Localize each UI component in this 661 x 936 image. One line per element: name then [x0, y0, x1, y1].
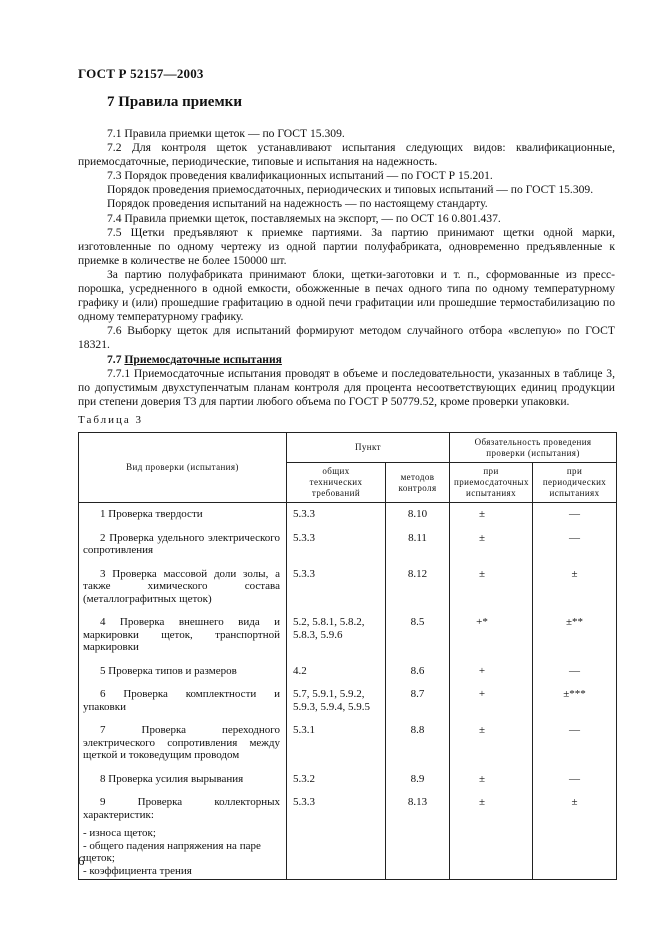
check-number: 9 [100, 796, 106, 808]
header-acceptance-tests: при приемосдаточных испытаниях [450, 463, 533, 503]
check-number: 7 [100, 724, 106, 736]
table-row [79, 791, 617, 827]
check-name-cell [79, 503, 287, 527]
acceptance-cell [450, 611, 533, 660]
periodic-cell-value: ± [571, 796, 578, 808]
check-name-cell [79, 660, 287, 684]
general-requirements-cell-value: 5.7, 5.9.1, 5.9.2, 5.9.3, 5.9.4, 5.9.5 [293, 688, 370, 713]
check-name: Проверка коллекторных характеристик: [83, 796, 280, 821]
header-periodic-tests: при периодических испытаниях [533, 463, 617, 503]
check-name: Проверка массовой доли золы, а также химического состава (металлографитных щеток) [83, 567, 281, 605]
general-requirements-cell [287, 768, 386, 792]
general-requirements-cell-value: 4.2 [293, 664, 307, 677]
body-text [78, 127, 615, 409]
sub-items-cell [79, 827, 287, 879]
acceptance-cell [450, 563, 533, 612]
paragraph-7-3-b: Порядок проведения приемосдаточных, периодических и типовых испытаний — по ГОСТ 15.309. [107, 183, 594, 197]
header-general-requirements: общих технических требований [287, 463, 386, 503]
paragraph-7-2: 7.2 Для контроля щеток устанавливают испытания следующих видов: квалификационные, приемосдаточные, периодические, типовые и испытания на надежность. [78, 141, 615, 169]
check-name-cell [79, 768, 287, 792]
check-name: Проверка внешнего вида и маркировки щеток, транспортной маркировки [83, 616, 281, 653]
check-name: Проверка усилия вырывания [108, 772, 244, 785]
header-check-type: Вид проверки (испытания) [79, 433, 287, 503]
check-name: Проверка типов и размеров [108, 664, 237, 677]
table-row [79, 719, 617, 768]
control-methods-cell [386, 791, 450, 827]
control-methods-cell [386, 719, 450, 768]
check-name: Проверка комплектности и упаковки [83, 688, 280, 713]
acceptance-cell [450, 683, 533, 719]
check-number: 1 [100, 508, 106, 520]
header-clause: Пункт [287, 433, 450, 463]
subsection-title: Приемосдаточные испытания [124, 352, 282, 366]
periodic-cell-value: — [569, 531, 581, 544]
acceptance-cell-value: ± [478, 724, 486, 736]
table-row [79, 527, 617, 563]
check-name: Проверка твердости [108, 508, 203, 520]
periodic-cell [533, 768, 617, 792]
check-name-cell [79, 611, 287, 660]
check-number: 8 [100, 772, 106, 785]
section-title: 7 Правила приемки [107, 94, 242, 110]
empty-cell [386, 827, 450, 879]
check-name-cell [79, 563, 287, 612]
control-methods-cell-value: 8.13 [407, 796, 428, 808]
periodic-cell [533, 683, 617, 719]
general-requirements-cell-value: 5.3.3 [293, 567, 315, 580]
acceptance-cell [450, 719, 533, 768]
periodic-cell [533, 527, 617, 563]
control-methods-cell-value: 8.12 [407, 567, 428, 580]
table-row [79, 768, 617, 792]
header-control-methods: методов контроля [386, 463, 450, 503]
general-requirements-cell [287, 527, 386, 563]
control-methods-cell [386, 611, 450, 660]
check-name-cell [79, 719, 287, 768]
periodic-cell-value: — [569, 664, 581, 677]
check-number: 2 [100, 531, 106, 544]
acceptance-cell [450, 660, 533, 684]
paragraph-7-7-1: 7.7.1 Приемосдаточные испытания проводят в объеме и последовательности, указанных в таблице 3, по допустимым двухступенчатым планам контроля для процента несоответствующих единиц продукции при степени доверия Т3 для партии любого объема по ГОСТ Р 50779.52, кроме проверки упаковки. [78, 366, 615, 408]
control-methods-cell-value: 8.5 [410, 616, 425, 628]
periodic-cell-value: ±** [565, 616, 584, 628]
periodic-cell [533, 503, 617, 527]
sub-item: - коэффициента трения [83, 864, 192, 877]
paragraph-7-1: 7.1 Правила приемки щеток — по ГОСТ 15.309. [107, 127, 345, 140]
acceptance-cell-value: +* [476, 616, 488, 628]
control-methods-cell-value: 8.9 [410, 772, 425, 785]
control-methods-cell-value: 8.7 [410, 688, 425, 700]
table-row [79, 503, 617, 527]
table-row [79, 827, 617, 879]
periodic-cell-value: — [569, 724, 581, 736]
periodic-cell [533, 791, 617, 827]
control-methods-cell [386, 768, 450, 792]
control-methods-cell [386, 563, 450, 612]
acceptance-cell-value: + [478, 688, 486, 700]
general-requirements-cell [287, 683, 386, 719]
control-methods-cell-value: 8.6 [410, 664, 425, 677]
general-requirements-cell-value: 5.3.3 [293, 508, 315, 520]
check-name-cell [79, 527, 287, 563]
check-name: Проверка переходного электрического сопротивления между щеткой и токоведущим проводом [83, 724, 280, 761]
general-requirements-cell [287, 791, 386, 827]
general-requirements-cell-value: 5.3.3 [293, 531, 315, 544]
acceptance-cell-value: ± [478, 772, 486, 785]
periodic-cell-value: — [569, 508, 581, 520]
check-name-cell [79, 791, 287, 827]
sub-item: - общего падения напряжения на паре щеток; [83, 839, 261, 864]
check-number: 4 [100, 616, 106, 628]
check-name-cell [79, 683, 287, 719]
general-requirements-cell [287, 503, 386, 527]
paragraph-7-6: 7.6 Выборку щеток для испытаний формируют методом случайного отбора «вслепую» по ГОСТ 18321. [78, 324, 615, 352]
paragraph-7-4: 7.4 Правила приемки щеток, поставляемых на экспорт, — по ОСТ 16 0.801.437. [107, 211, 501, 225]
subsection-heading [78, 353, 615, 367]
header-obligation: Обязательность проведения проверки (испытания) [450, 433, 617, 463]
general-requirements-cell-value: 5.3.3 [293, 796, 315, 808]
general-requirements-cell [287, 563, 386, 612]
periodic-cell [533, 660, 617, 684]
periodic-cell-value: — [569, 772, 581, 785]
periodic-cell [533, 611, 617, 660]
control-methods-cell [386, 660, 450, 684]
paragraph-7-3-c: Порядок проведения испытаний на надежность — по настоящему стандарту. [107, 197, 488, 211]
inspection-table [78, 432, 617, 880]
control-methods-cell-value: 8.11 [408, 531, 427, 544]
periodic-cell-value: ± [571, 567, 578, 580]
sub-item: - износа щеток; [83, 827, 156, 839]
general-requirements-cell-value: 5.3.2 [293, 772, 315, 785]
acceptance-cell-value: ± [478, 796, 486, 808]
acceptance-cell-value: ± [478, 567, 486, 580]
control-methods-cell [386, 503, 450, 527]
empty-cell [533, 827, 617, 879]
check-number: 5 [100, 664, 106, 677]
general-requirements-cell [287, 660, 386, 684]
subsection-number: 7.7 [107, 352, 122, 366]
acceptance-cell-value: ± [478, 508, 486, 520]
acceptance-cell-value: + [478, 664, 486, 677]
control-methods-cell-value: 8.8 [410, 724, 425, 736]
periodic-cell-value: ±*** [563, 688, 586, 700]
control-methods-cell [386, 527, 450, 563]
acceptance-cell [450, 791, 533, 827]
table-row [79, 563, 617, 612]
paragraph-7-5-b: За партию полуфабриката принимают блоки, щетки-заготовки и т. п., сформованные из пресс-порошка, усредненного в одной емкости, обожженные в печах одного типа по одному температурному графику и (или) прошедшие графитацию в одной печи графитации или прошедшие термостабилизацию по одному температурному графику. [78, 267, 615, 324]
standard-code-header: ГОСТ Р 52157—2003 [78, 66, 204, 81]
acceptance-cell-value: ± [478, 531, 486, 544]
table-row [79, 611, 617, 660]
table-row [79, 683, 617, 719]
control-methods-cell [386, 683, 450, 719]
general-requirements-cell-value: 5.3.1 [293, 724, 315, 736]
check-number: 3 [100, 567, 106, 580]
periodic-cell [533, 563, 617, 612]
check-name: Проверка удельного электрического сопротивления [83, 531, 280, 556]
control-methods-cell-value: 8.10 [407, 508, 428, 520]
general-requirements-cell-value: 5.2, 5.8.1, 5.8.2, 5.8.3, 5.9.6 [293, 616, 365, 641]
empty-cell [287, 827, 386, 879]
paragraph-7-3: 7.3 Порядок проведения квалификационных испытаний — по ГОСТ Р 15.201. [107, 169, 493, 183]
page-number: 6 [78, 853, 85, 868]
acceptance-cell [450, 503, 533, 527]
general-requirements-cell [287, 719, 386, 768]
check-number: 6 [100, 688, 106, 700]
table-row [79, 660, 617, 684]
table-body [79, 503, 617, 880]
table-label: Таблица 3 [78, 414, 144, 426]
periodic-cell [533, 719, 617, 768]
paragraph-7-5: 7.5 Щетки предъявляют к приемке партиями. За партию принимают щетки одной марки, изготовленные по одному чертежу из одной партии полуфабриката, одновременно предъявленные к приемке в количестве не более 150000 шт. [78, 225, 615, 267]
empty-cell [450, 827, 533, 879]
acceptance-cell [450, 768, 533, 792]
acceptance-cell [450, 527, 533, 563]
general-requirements-cell [287, 611, 386, 660]
